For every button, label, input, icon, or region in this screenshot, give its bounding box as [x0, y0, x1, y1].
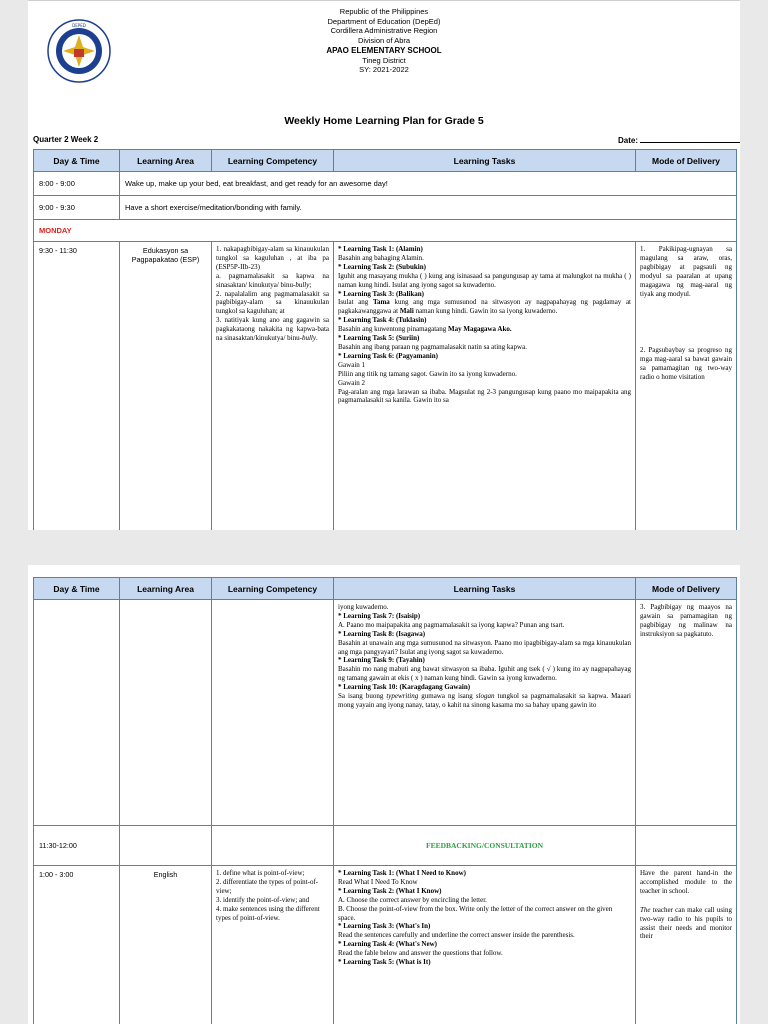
mode-of-delivery-cell [636, 242, 737, 531]
table-row [34, 866, 737, 1024]
quarter-label: Quarter 2 Week 2 [33, 135, 99, 144]
letterhead-line: Department of Education (DepEd) [327, 16, 441, 26]
page-1 [28, 0, 740, 530]
competency-item: 1. nakapagbibigay-alam sa kinauukulan tungkol sa kaguluhan , at iba pa (ESP5P-IIb-23) [216, 245, 329, 271]
col-learning-competency: Learning Competency [212, 578, 334, 600]
task-body: A. Paano mo maipapakita ang pagmamalasakit sa iyong kapwa? Punan ang tsart. [338, 620, 565, 629]
learning-area-cell [120, 600, 212, 826]
task-title: * Learning Task 4: (Tuklasin) [338, 316, 427, 325]
table-header-row [34, 578, 737, 600]
task-body: Sa isang buong typewriting gumawa ng isang slogan tungkol sa pagmamalasakit sa kapwa. Maaari mong yayain ang iyong nanay, tatay, o kahit na sinong kasama mo sa bahay upang gawin ito [338, 692, 631, 709]
col-learning-area: Learning Area [120, 150, 212, 172]
plan-table [33, 149, 737, 530]
task-title: * Learning Task 6: (Pagyamanin) [338, 351, 438, 360]
table-row [34, 196, 737, 220]
school-year: SY: 2021-2022 [359, 65, 409, 75]
learning-tasks-cell [334, 242, 636, 531]
table-row [34, 826, 737, 866]
task-title: * Learning Task 3: (Balikan) [338, 289, 424, 298]
competency-item: a. pagmamalasakit sa kapwa na sinasaktan/ kinukutya/ binu-bully; [216, 271, 329, 289]
task-body: Iguhit ang masayang mukha ( ) kung ang isinasaad sa pangungusap ay tama at malungkot na mukha ( ) naman kung hindi. Isulat ang iyong sagot sa kuwaderno. [338, 271, 631, 289]
time-cell: 9:30 - 11:30 [34, 242, 120, 531]
competency-item: 3. natitiyak kung ano ang gagawin sa pagkakataong nakakita ng kapwa-bata na sinasaktan/kinukutya/ binu-bully. [216, 316, 329, 343]
competency-cell [212, 826, 334, 866]
col-day-time: Day & Time [34, 578, 120, 600]
task-body: Basahin ang ibang paraan ng pagmamalasakit natin sa ating kapwa. [338, 342, 527, 351]
task-body: Read the fable below and answer the questions that follow. [338, 949, 503, 958]
task-body: Read What I Need To Know [338, 877, 418, 886]
col-learning-tasks: Learning Tasks [334, 578, 636, 600]
competency-cell [212, 600, 334, 826]
letterhead [28, 7, 740, 75]
school-name: APAO ELEMENTARY SCHOOL [326, 45, 442, 55]
mode-of-delivery-cell [636, 826, 737, 866]
competency-item: 2. differentiate the types of point-of-view; [216, 877, 319, 895]
task-title: * Learning Task 9: (Tayahin) [338, 656, 425, 665]
table-row [34, 172, 737, 196]
col-day-time: Day & Time [34, 150, 120, 172]
learning-area-cell [120, 826, 212, 866]
svg-text:DEPED: DEPED [72, 23, 86, 28]
time-cell [34, 600, 120, 826]
col-mode-of-delivery: Mode of Delivery [636, 150, 737, 172]
task-body: Read the sentences carefully and underline the correct answer inside the parenthesis. [338, 931, 575, 940]
competency-cell [212, 242, 334, 531]
letterhead-line: Cordillera Administrative Region [330, 26, 438, 36]
mode-item: 2. Pagsubaybay sa progreso ng mga mag-aaral sa bawat gawain sa pamamagitan ng two-way radio o home visitation [640, 346, 732, 382]
learning-area-cell: English [120, 866, 212, 1024]
task-title: * Learning Task 7: (Isaisip) [338, 611, 421, 620]
table-row [34, 242, 737, 531]
mode-of-delivery-cell [636, 600, 737, 826]
task-title: * Learning Task 5: (What is It) [338, 958, 431, 967]
task-body: A. Choose the correct answer by encircling the letter. [338, 895, 487, 904]
col-learning-competency: Learning Competency [212, 150, 334, 172]
routine-cell: Wake up, make up your bed, eat breakfast, and get ready for an awesome day! [120, 172, 737, 196]
task-title: * Learning Task 2: (Subukin) [338, 262, 426, 271]
date-field [618, 135, 740, 145]
col-mode-of-delivery: Mode of Delivery [636, 578, 737, 600]
learning-area-cell: Edukasyon sa Pagpapakatao (ESP) [120, 242, 212, 531]
task-body: Gawain 2 [338, 378, 366, 387]
time-cell: 8:00 - 9:00 [34, 172, 120, 196]
time-cell: 9:00 - 9:30 [34, 196, 120, 220]
competency-cell [212, 866, 334, 1024]
task-body: Basahin ang kuwentong pinamagatang May Magagawa Ako. [338, 325, 512, 334]
task-title: * Learning Task 2: (What I Know) [338, 886, 442, 895]
page-2 [28, 565, 740, 1024]
table-row [34, 600, 737, 826]
mode-item: 3. Pagbibigay ng maayos na gawain sa pamamagitan ng pagbibigay ng malinaw na instruksiyon sa pagkatuto. [640, 603, 732, 638]
col-learning-area: Learning Area [120, 578, 212, 600]
task-title: * Learning Task 3: (What's In) [338, 922, 431, 931]
district: Tineg District [362, 55, 406, 65]
feedback-label: FEEDBACKING/CONSULTATION [334, 826, 636, 866]
task-body: Pag-aralan ang mga larawan sa ibaba. Magsulat ng 2-3 pangungusap kung paano mo maipapakita ang pagmamalasakit sa kanila. Gawin ito sa [338, 387, 631, 405]
time-cell: 11:30-12:00 [34, 826, 120, 866]
time-cell: 1:00 - 3:00 [34, 866, 120, 1024]
task-body: Basahin mo nang mabuti ang bawat sitwasyon sa ibaba. Iguhit ang tsek ( √ ) kung ito ay nagpapahayag ng tamang gawain at ekis ( x ) naman kung hindi. Gawin sa iyong kuwaderno. [338, 665, 631, 683]
task-body: B. Choose the point-of-view from the box. Write only the letter of the correct answer on the given space. [338, 904, 613, 922]
task-body: Basahin ang bahaging Alamin. [338, 253, 424, 262]
date-line [640, 135, 740, 143]
learning-tasks-cell [334, 600, 636, 826]
task-title: * Learning Task 4: (What's New) [338, 940, 437, 949]
task-title: * Learning Task 1: (What I Need to Know) [338, 869, 466, 877]
task-title: * Learning Task 10: (Karagdagang Gawain) [338, 683, 471, 692]
day-label: MONDAY [34, 220, 737, 242]
page-title: Weekly Home Learning Plan for Grade 5 [284, 115, 484, 127]
task-title: * Learning Task 8: (Isagawa) [338, 629, 426, 638]
task-body: Isulat ang Tama kung ang mga sumusunod na sitwasyon ay nagpapahayag ng pagdamay at pagkakawanggawa at Mali naman kung hindi. Gawin ito sa iyong kuwaderno. [338, 298, 631, 316]
letterhead-line: Republic of the Philippines [339, 7, 429, 16]
competency-item: 3. identify the point-of-view; and [216, 895, 310, 904]
mode-of-delivery-cell [636, 866, 737, 1024]
competency-item: 2. napalalalim ang pagmamalasakit sa pagbibigay-alam sa kinauukulan tungkol sa kaguluhan; at [216, 289, 329, 316]
task-body: Gawain 1 [338, 360, 366, 369]
task-body: Piliin ang titik ng tamang sagot. Gawin ito sa iyong kuwaderno. [338, 369, 517, 378]
task-body: iyong kuwaderno. [338, 603, 389, 611]
letterhead-line: Division of Abra [357, 36, 411, 46]
day-row [34, 220, 737, 242]
routine-cell: Have a short exercise/meditation/bonding with family. [120, 196, 737, 220]
mode-item: 1. Pakikipag-ugnayan sa magulang sa araw, oras, pagbibigay at pagsauli ng modyul sa paaralan at upang magagawa ng mag-aaral ng tiyak ang modyul. [640, 245, 732, 298]
competency-item: 1. define what is point-of-view; [216, 869, 305, 877]
table-header-row [34, 150, 737, 172]
plan-table-continued [33, 577, 737, 1024]
learning-tasks-cell [334, 866, 636, 1024]
task-title: * Learning Task 1: (Alamin) [338, 245, 423, 253]
mode-item: The teacher can make call using two-way radio to his pupils to assist their needs and monitor their [640, 905, 733, 941]
mode-item: Have the parent hand-in the accomplished module to the teacher in school. [640, 869, 732, 895]
competency-item: 4. make sentences using the different types of point-of-view. [216, 904, 320, 922]
date-label: Date: [618, 136, 639, 145]
task-title: * Learning Task 5: (Suriin) [338, 334, 420, 343]
task-body: Basahin at unawain ang mga sumusunod na sitwasyon. Paano mo ipagbibigay-alam sa mga kinauukulan ang mga pangyayari? Isulat ang iyong sagot sa kuwaderno. [338, 638, 631, 656]
col-learning-tasks: Learning Tasks [334, 150, 636, 172]
